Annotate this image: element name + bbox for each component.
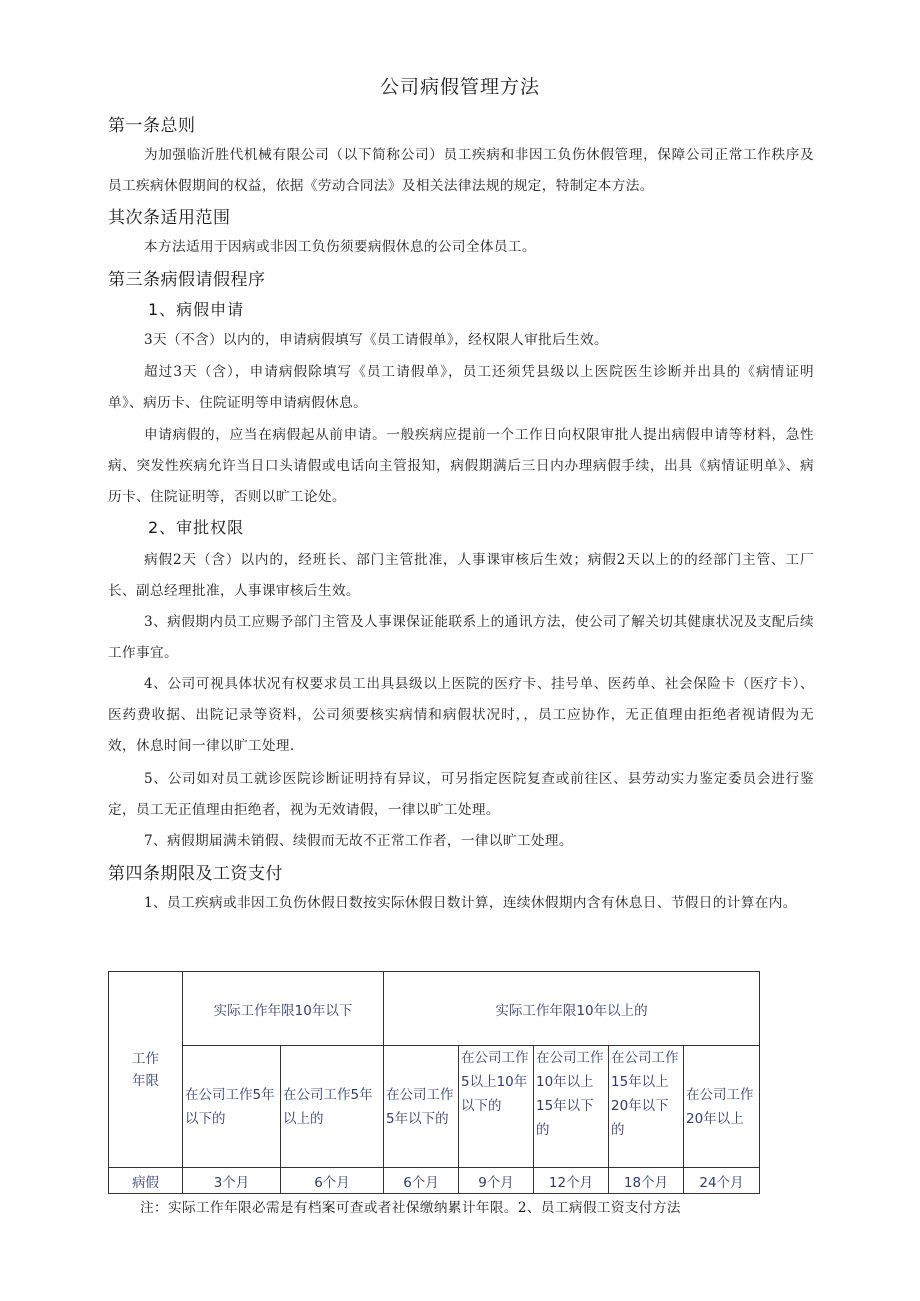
table-cell: 9个月 xyxy=(459,1168,534,1194)
section1-heading: 第一条总则 xyxy=(108,116,196,136)
column-header: 在公司工作10年以上15年以下的 xyxy=(534,1046,609,1168)
group-header-under-10: 实际工作年限10年以下 xyxy=(183,972,384,1046)
section3-paragraph-6: 4、公司可视具体状况有权要求员工出具县级以上医院的医疗卡、挂号单、医药单、社会保险卡（医疗卡）、医药费收据、出院记录等资料，公司须要核实病情和病假状况时，，员工应协作，无正值理由拒绝者视请假为无效，休息时间一律以旷工处理. xyxy=(108,676,814,754)
group-header-over-10: 实际工作年限10年以上的 xyxy=(384,972,760,1046)
approval-authority-heading: 2、审批权限 xyxy=(148,518,245,537)
column-header: 在公司工作5以上10年以下的 xyxy=(459,1046,534,1168)
section1-text: 为加强临沂胜代机械有限公司（以下简称公司）员工疾病和非因工负伤休假管理，保障公司正常工作秩序及员工疾病休假期间的权益，依据《劳动合同法》及相关法律法规的规定，特制定本方法。 xyxy=(108,147,814,194)
table-cell: 3个月 xyxy=(183,1168,281,1194)
section4-heading: 第四条期限及工资支付 xyxy=(108,864,283,884)
table-cell: 6个月 xyxy=(384,1168,459,1194)
sick-leave-row-label: 病假 xyxy=(109,1168,183,1194)
section3-heading: 第三条病假请假程序 xyxy=(108,270,266,290)
section3-paragraph-3: 申请病假的，应当在病假起从前申请。一般疾病应提前一个工作日向权限审批人提出病假申请等材料，急性病、突发性疾病允许当日口头请假或电话向主管报知，病假期满后三日内办理病假手续，出具《病情证明单》、病历卡、住院证明等，否则以旷工论处。 xyxy=(108,427,814,505)
section4-paragraph-1: 1、员工疾病或非因工负伤休假日数按实际休假日数计算，连续休假期内含有休息日、节假日的计算在内。 xyxy=(144,895,797,911)
section2-heading: 其次条适用范围 xyxy=(108,208,231,228)
column-header: 在公司工作5年以上的 xyxy=(281,1046,384,1168)
table-note: 注：实际工作年限必需是有档案可查或者社保缴纳累计年限。2、员工病假工资支付方法 xyxy=(140,1200,681,1216)
section2-text: 本方法适用于因病或非因工负伤须要病假休息的公司全体员工。 xyxy=(144,239,536,255)
document-title: 公司病假管理方法 xyxy=(379,76,540,98)
work-years-label: 工作年限 xyxy=(109,972,183,1168)
section3-paragraph-5: 3、病假期内员工应赐予部门主管及人事课保证能联系上的通讯方法，使公司了解关切其健康状况及支配后续工作事宜。 xyxy=(108,614,814,661)
section3-paragraph-7: 5、公司如对员工就诊医院诊断证明持有异议，可另指定医院复查或前往区、县劳动实力鉴定委员会进行鉴定，员工无正值理由拒绝者，视为无效请假，一律以旷工处理。 xyxy=(108,771,814,818)
section3-paragraph-2: 超过3天（含），申请病假除填写《员工请假单》，员工还须凭县级以上医院医生诊断并出具的《病情证明单》、病历卡、住院证明等申请病假休息。 xyxy=(108,364,814,411)
table-cell: 18个月 xyxy=(609,1168,684,1194)
table-cell: 12个月 xyxy=(534,1168,609,1194)
table-cell: 6个月 xyxy=(281,1168,384,1194)
section3-paragraph-4: 病假2天（含）以内的，经班长、部门主管批准，人事课审核后生效；病假2天以上的的经部门主管、工厂长、副总经理批准，人事课审核后生效。 xyxy=(108,552,814,599)
sick-leave-application-heading: 1、病假申请 xyxy=(148,300,245,319)
column-header: 在公司工作5年以下的 xyxy=(183,1046,281,1168)
column-header: 在公司工作15年以上20年以下的 xyxy=(609,1046,684,1168)
section3-paragraph-1: 3天（不含）以内的，申请病假填写《员工请假单》，经权限人审批后生效。 xyxy=(144,332,609,348)
table-cell: 24个月 xyxy=(684,1168,760,1194)
sick-leave-table xyxy=(108,971,760,1194)
column-header: 在公司工作20年以上 xyxy=(684,1046,760,1168)
section3-paragraph-8: 7、病假期届满未销假、续假而无故不正常工作者，一律以旷工处理。 xyxy=(144,833,573,849)
column-header: 在公司工作5年以下的 xyxy=(384,1046,459,1168)
